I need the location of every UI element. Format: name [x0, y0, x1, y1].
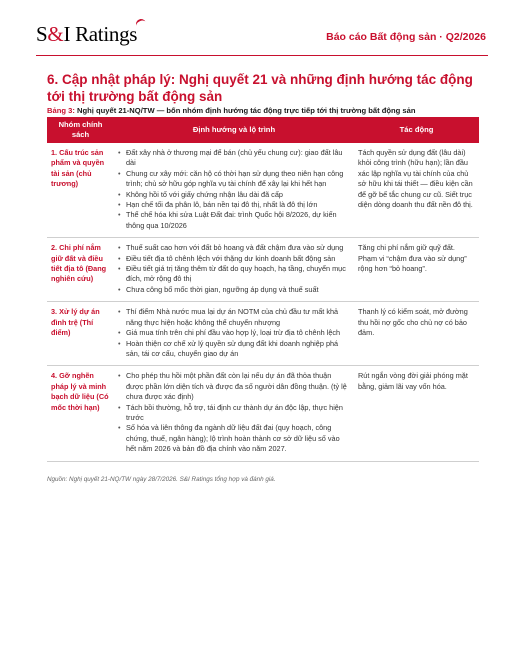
- list-item: • Cho phép thu hồi một phần đất còn lại nếu dự án đã thỏa thuận được phần lớn diện tích và được đa số người dân đồng thuận. (tỷ lệ chưa được xác định): [118, 371, 350, 402]
- table-row: [47, 238, 479, 302]
- list-item: • Tách bồi thường, hỗ trợ, tái định cư thành dự án độc lập, thực hiện trước: [118, 403, 350, 424]
- row-category: 1. Cấu trúc sản phẩm và quyền tài sản (chủ trương): [47, 143, 114, 238]
- row-directions: [114, 366, 354, 461]
- direction-list: [118, 243, 350, 295]
- list-item: • Thể chế hóa khi sửa Luật Đất đai: trình Quốc hội 8/2026, dự kiến thông qua 10/2026: [118, 210, 350, 231]
- row-impact: Rút ngắn vòng đời giải phóng mặt bằng, giảm lãi vay vốn hóa.: [354, 366, 479, 461]
- logo-ampersand: &: [47, 22, 64, 46]
- list-item: • Hạn chế tối đa phân lô, bán nền tại đô thị, nhất là đô thị lớn: [118, 200, 350, 210]
- row-impact: Tăng chi phí nắm giữ quỹ đất. Phạm vi “chậm đưa vào sử dụng” rộng hơn “bỏ hoang”.: [354, 238, 479, 302]
- direction-list: [118, 307, 350, 359]
- table-row: [47, 366, 479, 461]
- sni-ratings-logo: [36, 22, 137, 47]
- list-item: • Thí điểm Nhà nước mua lại dự án NOTM của chủ đầu tư mất khả năng thực hiện hoặc không thể chuyển nhượng: [118, 307, 350, 328]
- report-title: Báo cáo Bất động sản · Q2/2026: [326, 31, 486, 43]
- row-impact: Thanh lý có kiểm soát, mở đường thu hồi nợ gốc cho chủ nợ có bảo đảm.: [354, 302, 479, 366]
- row-category: 2. Chi phí nắm giữ đất và điều tiết địa tô (Đang nghiên cứu): [47, 238, 114, 302]
- list-item: • Thuế suất cao hơn với đất bỏ hoang và đất chậm đưa vào sử dụng: [118, 243, 350, 253]
- table-header-row: [47, 117, 479, 143]
- page-header: [36, 20, 488, 56]
- section-title: 6. Cập nhật pháp lý: Nghị quyết 21 và những định hướng tác động tới thị trường bất động sản: [47, 72, 473, 104]
- list-item: • Điều tiết địa tô chênh lệch với thặng dư kinh doanh bất động sản: [118, 254, 350, 264]
- table-caption-text: Nghị quyết 21-NQ/TW — bốn nhóm định hướng tác động trực tiếp tới thị trường bất động sản: [76, 106, 416, 115]
- row-category: 3. Xử lý dự án đình trệ (Thí điểm): [47, 302, 114, 366]
- row-impact: Tách quyền sử dụng đất (lâu dài) khỏi công trình (hữu hạn); lần đầu xác lập nghĩa vụ tài chính của chủ sở hữu khi tái thiết — điều kiện cần để gỡ bế tắc chung cư cũ. Siết trục diện dòng doanh thu đất nền đô thị.: [354, 143, 479, 238]
- list-item: • Hoàn thiện cơ chế xử lý quyền sử dụng đất khi doanh nghiệp phá sản, tái cơ cấu, chuyển giao dự án: [118, 339, 350, 360]
- header-impact: Tác động: [354, 117, 479, 143]
- header-policy-group: Nhóm chính sách: [47, 117, 114, 143]
- list-item: • Giá mua tính trên chi phí đầu vào hợp lý, loại trừ địa tô chênh lệch: [118, 328, 350, 338]
- row-directions: [114, 302, 354, 366]
- list-item: • Điều tiết giá trị tăng thêm từ đất do quy hoạch, hạ tầng, chuyển mục đích, mở rộng đô thị: [118, 264, 350, 285]
- row-directions: [114, 238, 354, 302]
- direction-list: [118, 148, 350, 231]
- list-item: • Chung cư xây mới: căn hộ có thời hạn sử dụng theo niên hạn công trình; chủ sở hữu góp nghĩa vụ tài chính để xây lại khi hết hạn: [118, 169, 350, 190]
- row-directions: [114, 143, 354, 238]
- header-direction-roadmap: Định hướng và lộ trình: [114, 117, 354, 143]
- list-item: • Chưa công bố mốc thời gian, ngưỡng áp dụng và thuế suất: [118, 285, 350, 295]
- table-row: [47, 143, 479, 238]
- direction-list: [118, 371, 350, 454]
- source-note: Nguồn: Nghị quyết 21-NQ/TW ngày 28/7/2026. S&I Ratings tổng hợp và đánh giá.: [47, 476, 276, 483]
- policy-table: [47, 117, 479, 462]
- list-item: • Không hồi tố với giấy chứng nhận lâu dài đã cấp: [118, 190, 350, 200]
- list-item: • Đất xây nhà ở thương mại để bán (chủ yếu chung cư): giao đất lâu dài: [118, 148, 350, 169]
- table-caption: [47, 106, 487, 115]
- list-item: • Số hóa và liên thông đa ngành dữ liệu đất đai (quy hoạch, công chứng, thuế, ngân hàng); lộ trình hoàn thành cơ sở dữ liệu số vào hết năm 2026 và bản đồ địa chính vào năm 2027.: [118, 423, 350, 454]
- row-category: 4. Gỡ nghẽn pháp lý và minh bạch dữ liệu (Có mốc thời hạn): [47, 366, 114, 461]
- table-row: [47, 302, 479, 366]
- table-caption-label: Bảng 3:: [47, 106, 75, 115]
- logo-text: I Ratings: [63, 22, 138, 46]
- logo-letter-s: S: [36, 22, 48, 46]
